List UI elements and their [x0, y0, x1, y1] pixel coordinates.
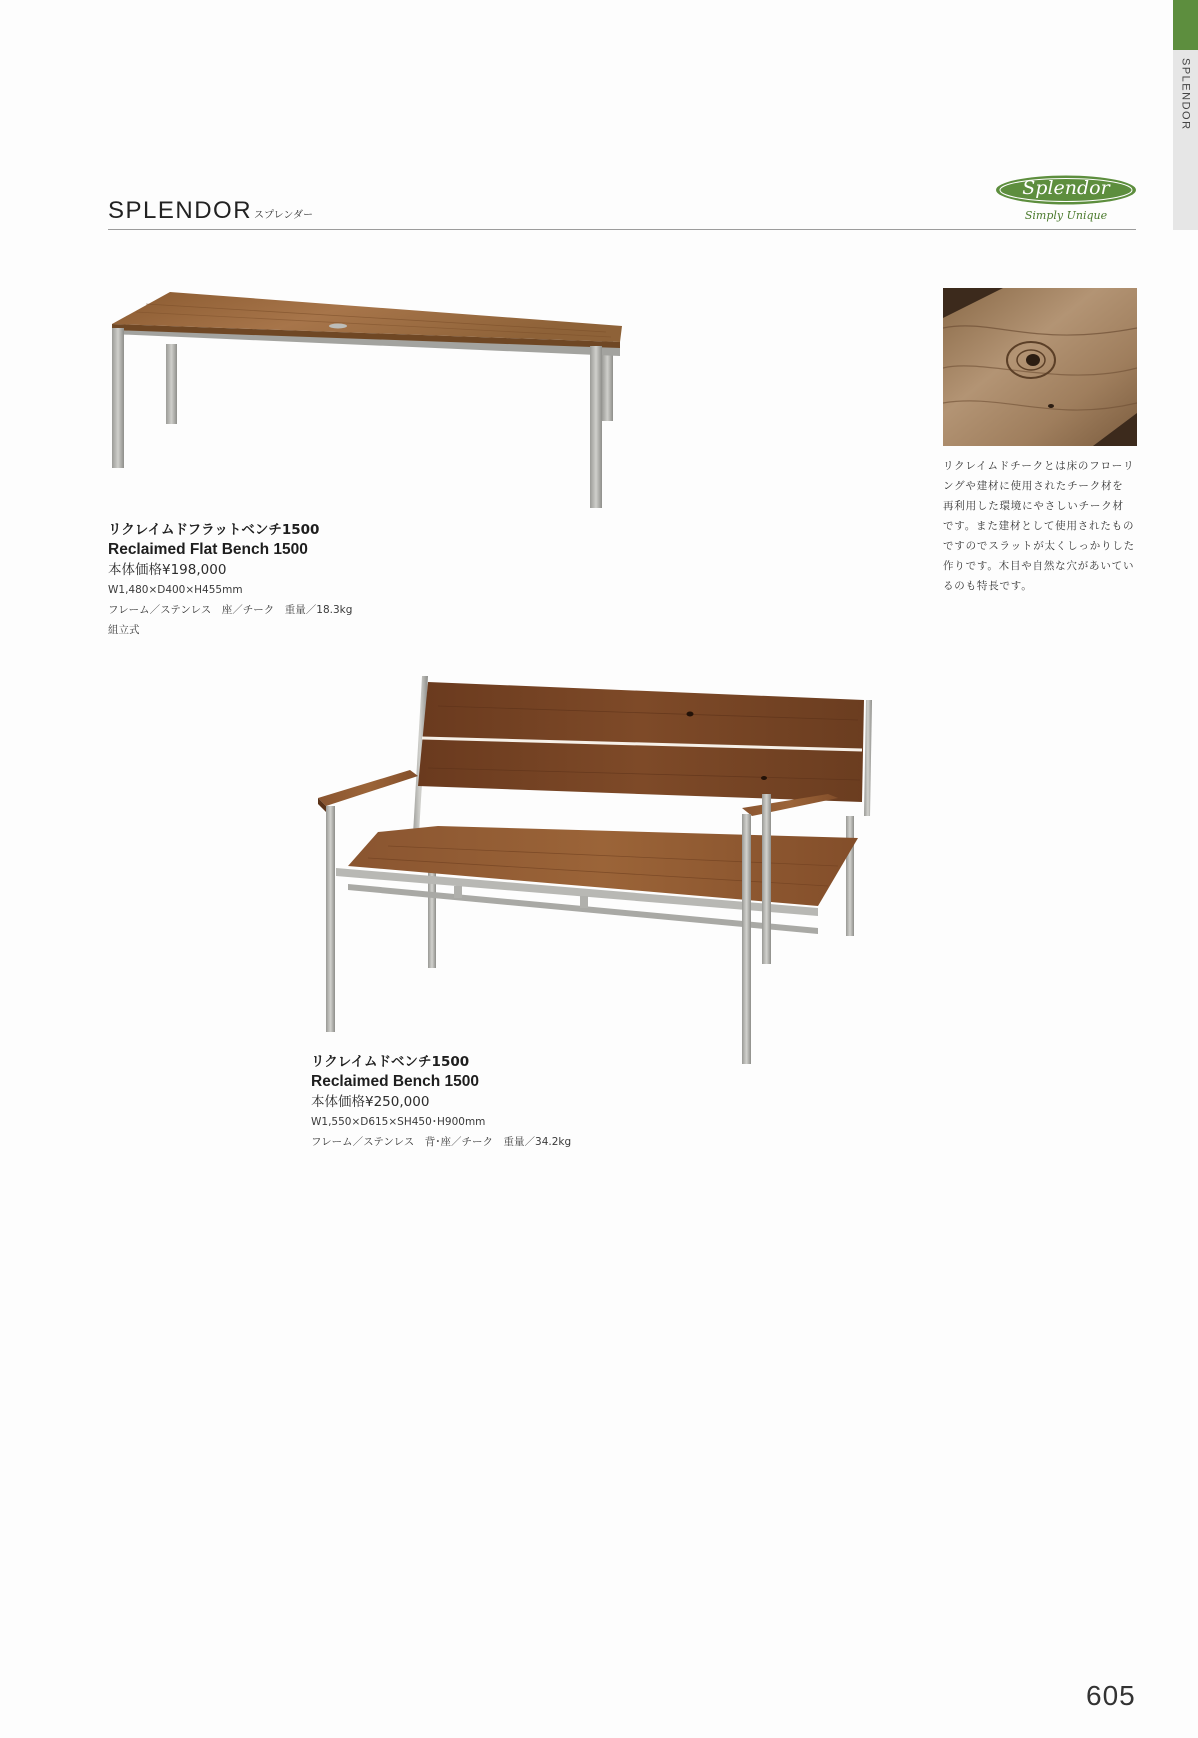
reclaimed-teak-closeup-image	[943, 288, 1137, 446]
page-title-kana: スプレンダー	[254, 210, 313, 221]
product-size: W1,480×D400×H455mm	[108, 584, 243, 596]
product-assembly-note: 組立式	[108, 624, 140, 636]
side-index-tab	[1173, 0, 1198, 230]
side-tab-label: SPLENDOR	[1179, 58, 1192, 131]
brand-logo	[994, 174, 1138, 230]
material-description-line: ングや建材に使用されたチーク材を	[943, 480, 1124, 492]
material-description-line: です。また建材として使用されたもの	[943, 520, 1135, 532]
brand-logo-tagline: Simply Unique	[1024, 209, 1108, 222]
material-description	[943, 456, 1143, 596]
product-size: W1,550×D615×SH450･H900mm	[311, 1116, 486, 1128]
page-number: 605	[1086, 1680, 1136, 1711]
material-description-line: 作りです。木目や自然な穴があいてい	[943, 560, 1135, 572]
product-flat-bench	[108, 520, 352, 640]
product-price: 本体価格¥250,000	[311, 1094, 430, 1110]
brand-logo-name: Splendor	[1022, 177, 1110, 199]
product-material: フレーム／ステンレス 背･座／チーク 重量／34.2kg	[311, 1136, 572, 1148]
bench-with-back-image	[318, 676, 884, 1070]
side-tab-label-wrap	[1173, 58, 1198, 208]
product-name-en: Reclaimed Flat Bench 1500	[108, 541, 308, 558]
product-name-en: Reclaimed Bench 1500	[311, 1073, 480, 1090]
header-divider	[108, 229, 1136, 230]
product-price: 本体価格¥198,000	[108, 562, 227, 578]
flat-bench-image	[106, 286, 626, 526]
side-tab-accent	[1173, 0, 1198, 50]
product-bench	[311, 1052, 571, 1152]
page-title: SPLENDOR	[108, 197, 253, 224]
page-header	[108, 197, 313, 225]
material-description-line: リクレイムドチークとは床のフローリ	[943, 460, 1135, 472]
product-name-jp: リクレイムドフラットベンチ1500	[108, 522, 320, 538]
material-description-line: ですのでスラットが太くしっかりした	[943, 540, 1135, 552]
material-description-line: 再利用した環境にやさしいチーク材	[943, 500, 1124, 512]
material-description-line: るのも特長です。	[943, 580, 1033, 592]
product-name-jp: リクレイムドベンチ1500	[311, 1054, 470, 1070]
product-material: フレーム／ステンレス 座／チーク 重量／18.3kg	[108, 604, 353, 616]
